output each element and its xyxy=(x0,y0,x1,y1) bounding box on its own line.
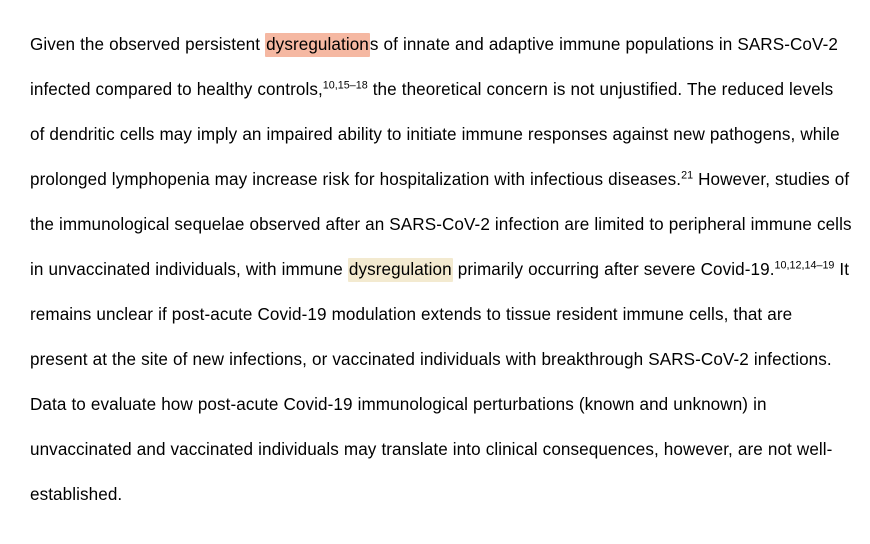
text-line-10: unvaccinated and vaccinated individuals may translate into clinical consequences, however, are not well- xyxy=(30,440,833,459)
highlight-dysregulation-yellow: dysregulation xyxy=(348,258,453,282)
line2-text-before-citation: infected compared to healthy controls, xyxy=(30,80,323,99)
line6-text-before-highlight: in unvaccinated individuals, with immune xyxy=(30,260,348,279)
text-line-9: Data to evaluate how post-acute Covid-19 immunological perturbations (known and unknown) in xyxy=(30,395,767,414)
text-line-5: the immunological sequelae observed after an SARS-CoV-2 infection are limited to peripheral immune cells xyxy=(30,215,852,234)
citation-superscript-1: 10,15–18 xyxy=(322,79,368,92)
text-line-3: of dendritic cells may imply an impaired ability to initiate immune responses against new pathogens, while xyxy=(30,125,840,144)
paragraph-body xyxy=(30,22,856,517)
citation-superscript-3: 10,12,14–19 xyxy=(774,259,835,272)
line1-text-before-highlight: Given the observed persistent xyxy=(30,35,266,54)
line1-text-after-highlight: s of innate and adaptive immune populations in SARS-CoV-2 xyxy=(369,35,838,54)
text-line-7: remains unclear if post-acute Covid-19 modulation extends to tissue resident immune cells, that are xyxy=(30,305,793,324)
line6-text-after-citation: It xyxy=(834,260,850,279)
text-line-1 xyxy=(30,22,856,67)
line2-text-after-citation: the theoretical concern is not unjustified. The reduced levels xyxy=(367,80,834,99)
text-line-11: established. xyxy=(30,485,123,504)
highlight-dysregulation-salmon: dysregulation xyxy=(265,33,370,57)
line6-text-after-highlight: primarily occurring after severe Covid-19. xyxy=(452,260,775,279)
citation-superscript-2: 21 xyxy=(681,169,694,182)
line4-text-before-citation: prolonged lymphopenia may increase risk for hospitalization with infectious diseases. xyxy=(30,170,682,189)
line4-text-after-citation: However, studies of xyxy=(693,170,850,189)
text-line-6 xyxy=(30,247,856,292)
text-line-8: present at the site of new infections, or vaccinated individuals with breakthrough SARS-CoV-2 infections. xyxy=(30,350,832,369)
text-line-2 xyxy=(30,67,856,112)
text-line-4 xyxy=(30,157,856,202)
